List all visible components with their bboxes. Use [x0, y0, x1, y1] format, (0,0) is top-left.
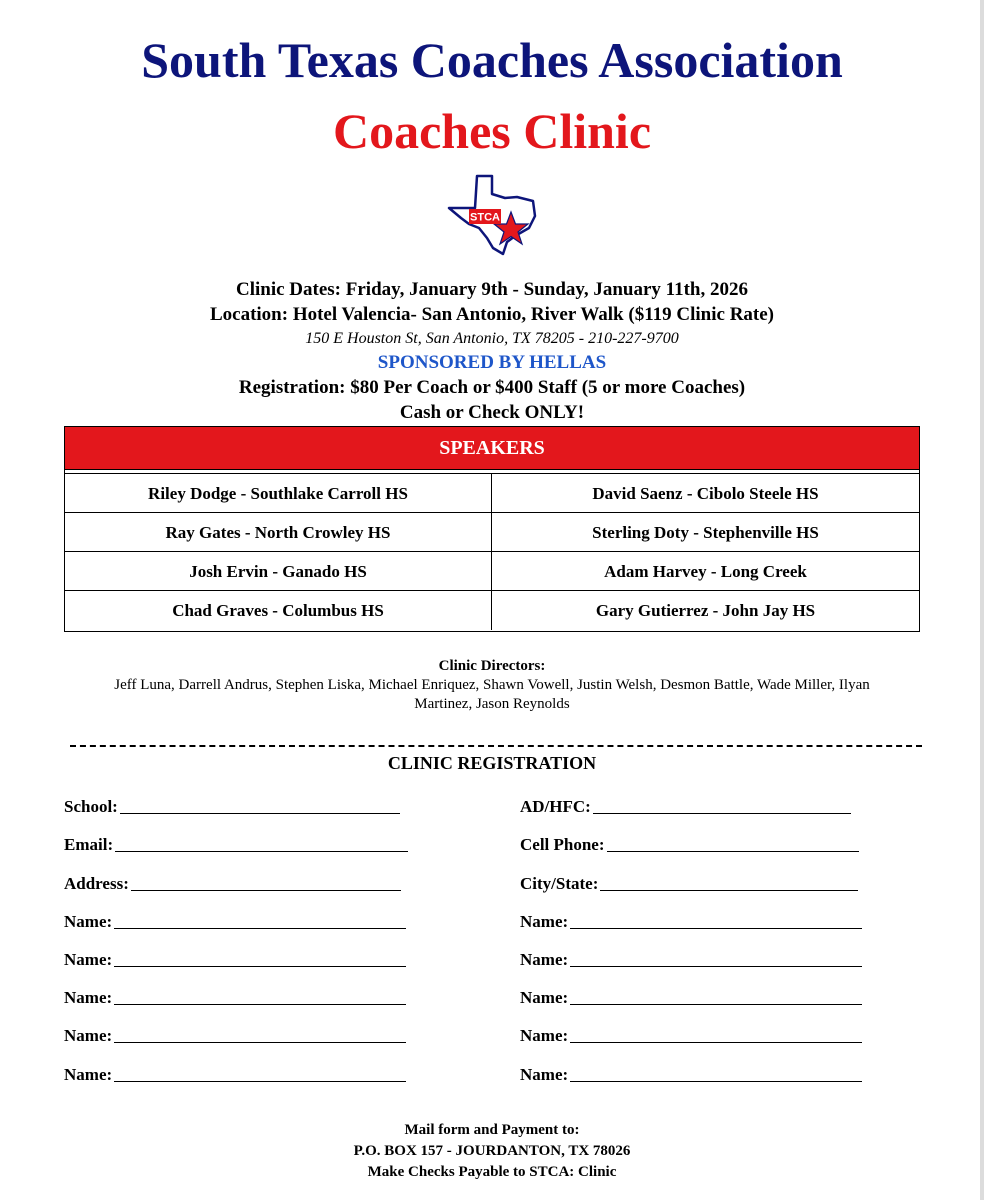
school-field[interactable] — [64, 796, 400, 818]
name-field[interactable] — [64, 987, 406, 1009]
speakers-table — [64, 426, 920, 632]
name-field[interactable] — [520, 911, 862, 933]
fill-line[interactable] — [600, 890, 858, 891]
ad-hfc-field[interactable] — [520, 796, 851, 818]
field-label: Email: — [64, 835, 114, 854]
fill-line[interactable] — [570, 1042, 862, 1043]
field-label: Name: — [64, 1065, 113, 1084]
address-field[interactable] — [64, 873, 401, 895]
field-label: School: — [64, 797, 118, 816]
field-label: Name: — [520, 988, 569, 1007]
payment-note: Cash or Check ONLY! — [399, 402, 585, 423]
name-field[interactable] — [64, 1025, 406, 1047]
fill-line[interactable] — [570, 966, 862, 967]
fill-line[interactable] — [593, 813, 851, 814]
speaker-cell: Sterling Doty - Stephenville HS — [592, 523, 819, 542]
field-label: Name: — [64, 988, 113, 1007]
speaker-cell: Chad Graves - Columbus HS — [65, 591, 492, 630]
cell-phone-field[interactable] — [520, 834, 859, 856]
fill-line[interactable] — [114, 1081, 406, 1082]
field-label: Name: — [520, 1026, 569, 1045]
field-label: City/State: — [520, 874, 599, 893]
fill-line[interactable] — [115, 851, 408, 852]
field-label: Cell Phone: — [520, 835, 605, 854]
table-row — [65, 474, 919, 513]
name-field[interactable] — [64, 1064, 406, 1086]
fill-line[interactable] — [114, 1004, 406, 1005]
clinic-title: Coaches Clinic — [332, 103, 652, 159]
clinic-dates: Clinic Dates: Friday, January 9th - Sunday, January 11th, 2026 — [235, 279, 749, 300]
field-label: Name: — [64, 1026, 113, 1045]
org-title: South Texas Coaches Association — [141, 32, 843, 88]
name-field[interactable] — [64, 911, 406, 933]
field-label: Address: — [64, 874, 129, 893]
name-field[interactable] — [64, 949, 406, 971]
name-field[interactable] — [520, 1064, 862, 1086]
table-row — [65, 552, 919, 591]
field-label: Name: — [520, 912, 569, 931]
fill-line[interactable] — [570, 1004, 862, 1005]
cut-line — [70, 745, 922, 747]
fill-line[interactable] — [570, 928, 862, 929]
speaker-cell: Josh Ervin - Ganado HS — [65, 552, 492, 590]
fill-line[interactable] — [131, 890, 401, 891]
hotel-address: 150 E Houston St, San Antonio, TX 78205 - 210-227-9700 — [305, 330, 679, 347]
name-field[interactable] — [520, 987, 862, 1009]
directors-title: Clinic Directors: — [438, 658, 546, 674]
directors-list: Jeff Luna, Darrell Andrus, Stephen Liska, Michael Enriquez, Shawn Vowell, Justin Welsh, Desmon Battle, Wade Miller, Ilyan Martinez, Jason Reynolds — [114, 677, 870, 712]
registration-title: CLINIC REGISTRATION — [387, 753, 597, 773]
field-label: Name: — [64, 912, 113, 931]
fill-line[interactable] — [114, 1042, 406, 1043]
email-field[interactable] — [64, 834, 408, 856]
name-field[interactable] — [520, 1025, 862, 1047]
field-label: Name: — [64, 950, 113, 969]
speaker-cell: Riley Dodge - Southlake Carroll HS — [65, 474, 492, 512]
fill-line[interactable] — [114, 966, 406, 967]
registration-fee: Registration: $80 Per Coach or $400 Staff (5 or more Coaches) — [238, 377, 746, 398]
speakers-header: SPEAKERS — [65, 427, 919, 469]
logo-text: STCA — [470, 211, 500, 224]
mail-line: Mail form and Payment to: — [404, 1122, 580, 1138]
speaker-cell: Ray Gates - North Crowley HS — [65, 513, 492, 551]
sponsor-line: SPONSORED BY HELLAS — [377, 352, 607, 373]
field-label: AD/HFC: — [520, 797, 591, 816]
speaker-cell: Gary Gutierrez - John Jay HS — [595, 601, 816, 620]
mail-instructions — [0, 1120, 984, 1183]
payable-line: Make Checks Payable to STCA: Clinic — [367, 1164, 617, 1180]
field-label: Name: — [520, 950, 569, 969]
fill-line[interactable] — [120, 813, 400, 814]
speaker-cell: David Saenz - Cibolo Steele HS — [592, 484, 819, 503]
clinic-location: Location: Hotel Valencia- San Antonio, River Walk ($119 Clinic Rate) — [209, 304, 775, 325]
fill-line[interactable] — [570, 1081, 862, 1082]
table-row — [65, 591, 919, 630]
fill-line[interactable] — [607, 851, 859, 852]
speaker-cell: Adam Harvey - Long Creek — [604, 562, 807, 581]
name-field[interactable] — [520, 949, 862, 971]
city-state-field[interactable] — [520, 873, 858, 895]
fill-line[interactable] — [114, 928, 406, 929]
page-edge — [980, 0, 984, 1200]
field-label: Name: — [520, 1065, 569, 1084]
mail-address: P.O. BOX 157 - JOURDANTON, TX 78026 — [353, 1143, 631, 1159]
stca-texas-logo — [445, 172, 541, 256]
table-row — [65, 513, 919, 552]
